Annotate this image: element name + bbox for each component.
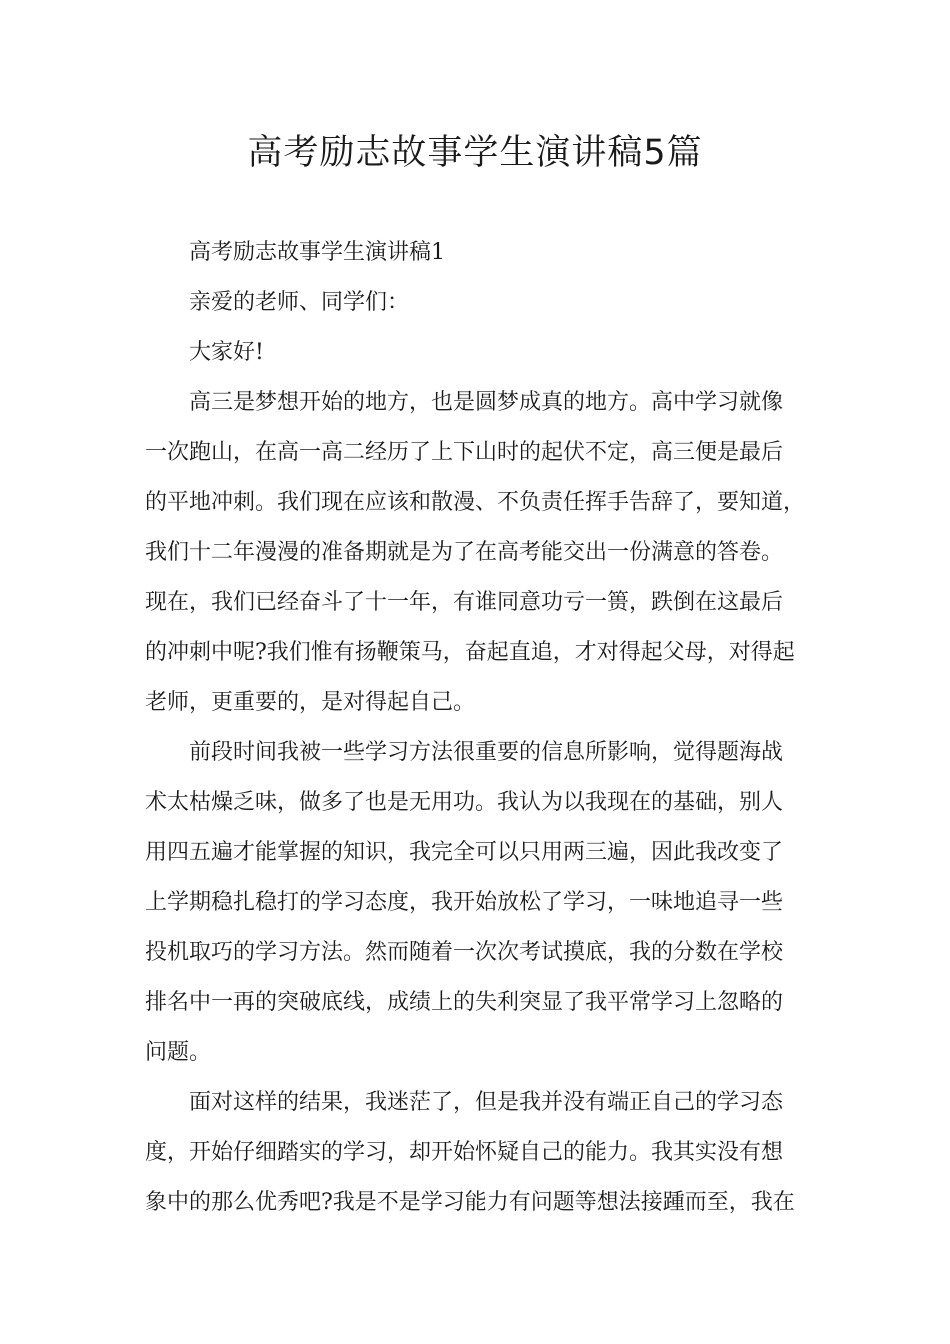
text-line: 亲爱的老师、同学们： [189, 290, 410, 315]
text-line: 象中的那么优秀吧?我是不是学习能力有问题等想法接踵而至，我在 [145, 1190, 795, 1215]
text-line: 大家好! [189, 340, 264, 365]
text-line: 用四五遍才能掌握的知识，我完全可以只用两三遍，因此我改变了 [145, 840, 784, 865]
text-line: 前段时间我被一些学习方法很重要的信息所影响，觉得题海战 [189, 740, 784, 765]
text-line: 上学期稳扎稳打的学习态度，我开始放松了学习，一味地追寻一些 [145, 890, 784, 915]
document-title: 高考励志故事学生演讲稿5篇 [247, 133, 703, 173]
text-line: 问题。 [145, 1040, 212, 1065]
text-line: 现在，我们已经奋斗了十一年，有谁同意功亏一篑，跌倒在这最后 [145, 590, 784, 615]
text-line: 术太枯燥乏味，做多了也是无用功。我认为以我现在的基础，别人 [145, 790, 784, 815]
text-line: 一次跑山，在高一高二经历了上下山时的起伏不定，高三便是最后 [145, 440, 784, 465]
text-line: 老师，更重要的，是对得起自己。 [145, 690, 476, 715]
text-line: 我们十二年漫漫的准备期就是为了在高考能交出一份满意的答卷。 [145, 540, 784, 565]
text-line: 排名中一再的突破底线，成绩上的失利突显了我平常学习上忽略的 [145, 990, 784, 1015]
text-line: 面对这样的结果，我迷茫了，但是我并没有端正自己的学习态 [189, 1090, 784, 1115]
document-body [145, 228, 809, 1228]
text-line: 高考励志故事学生演讲稿1 [189, 240, 445, 265]
text-line: 投机取巧的学习方法。然而随着一次次考试摸底，我的分数在学校 [145, 940, 784, 965]
text-line: 度，开始仔细踏实的学习，却开始怀疑自己的能力。我其实没有想 [145, 1140, 784, 1165]
text-line: 的冲刺中呢?我们惟有扬鞭策马，奋起直追，才对得起父母，对得起 [145, 640, 795, 665]
text-line: 高三是梦想开始的地方，也是圆梦成真的地方。高中学习就像 [189, 390, 784, 415]
text-line: 的平地冲刺。我们现在应该和散漫、不负责任挥手告辞了，要知道， [145, 490, 806, 515]
